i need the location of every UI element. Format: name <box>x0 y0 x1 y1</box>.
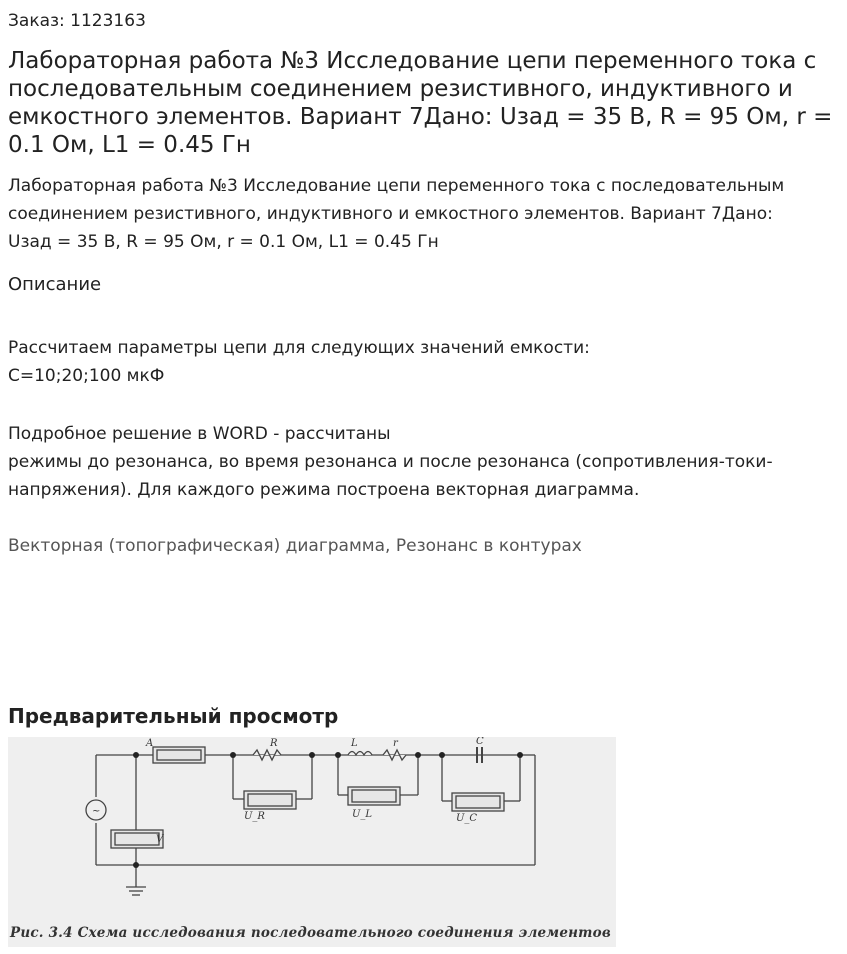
description-line: Рассчитаем параметры цепи для следующих значений емкости: <box>8 338 590 358</box>
description-paragraph-1 <box>8 334 828 390</box>
inductor-symbol <box>348 752 372 756</box>
voltmeter-total-label: V <box>156 834 164 845</box>
order-number: Заказ: 1123163 <box>8 11 146 31</box>
page-title: Лабораторная работа №3 Исследование цепи переменного тока с последовательным соединением резистивного, индуктивного и емкостного элементов. Вариант 7Дано: Uзад = 35 В, R = 95 Ом, r = 0.1 Ом, L1 = 0.45 Гн <box>8 48 833 158</box>
description-heading: Описание <box>8 274 102 295</box>
intro-text: Лабораторная работа №3 Исследование цепи переменного тока с последовательным соединением резистивного, индуктивного и емкостного элементов. Вариант 7Дано: Uзад = 35 В, R = 95 Ом, r = 0.1 Ом, L1 = 0.45 Гн <box>8 176 785 252</box>
tag-link[interactable]: Векторная (топографическая) диаграмма <box>8 536 386 556</box>
circuit-diagram <box>8 737 616 947</box>
inductor-label: L <box>351 738 358 749</box>
resistor-symbol <box>253 750 281 760</box>
inductor-resistance-label: r <box>393 738 398 749</box>
voltmeter-ur-label: U_R <box>244 811 265 822</box>
tags-list <box>8 534 582 558</box>
capacitor-label: C <box>476 737 484 747</box>
voltmeter-ul-label: U_L <box>352 809 373 820</box>
tag-separator: , <box>385 536 396 556</box>
resistor-label: R <box>270 738 278 749</box>
voltmeter-uc-label: U_C <box>456 813 478 824</box>
description-paragraph-2 <box>8 420 828 504</box>
tag-link[interactable]: Резонанс в контурах <box>395 536 582 556</box>
description-line: Подробное решение в WORD - рассчитаны <box>8 424 391 444</box>
preview-heading: Предварительный просмотр <box>8 704 339 728</box>
preview-caption: Рис. 3.4 Схема исследования последовательного соединения элементов <box>10 925 611 941</box>
inductor-resistance-symbol <box>383 750 406 760</box>
description-line: С=10;20;100 мкФ <box>8 366 165 386</box>
preview-image[interactable] <box>8 737 616 947</box>
description-line: режимы до резонанса, во время резонанса и после резонанса (сопротивления-токи-напряжения). Для каждого режима построена векторная диаграмма. <box>8 452 773 500</box>
ammeter-label: A <box>146 738 154 749</box>
source-label: ~ <box>92 806 101 817</box>
